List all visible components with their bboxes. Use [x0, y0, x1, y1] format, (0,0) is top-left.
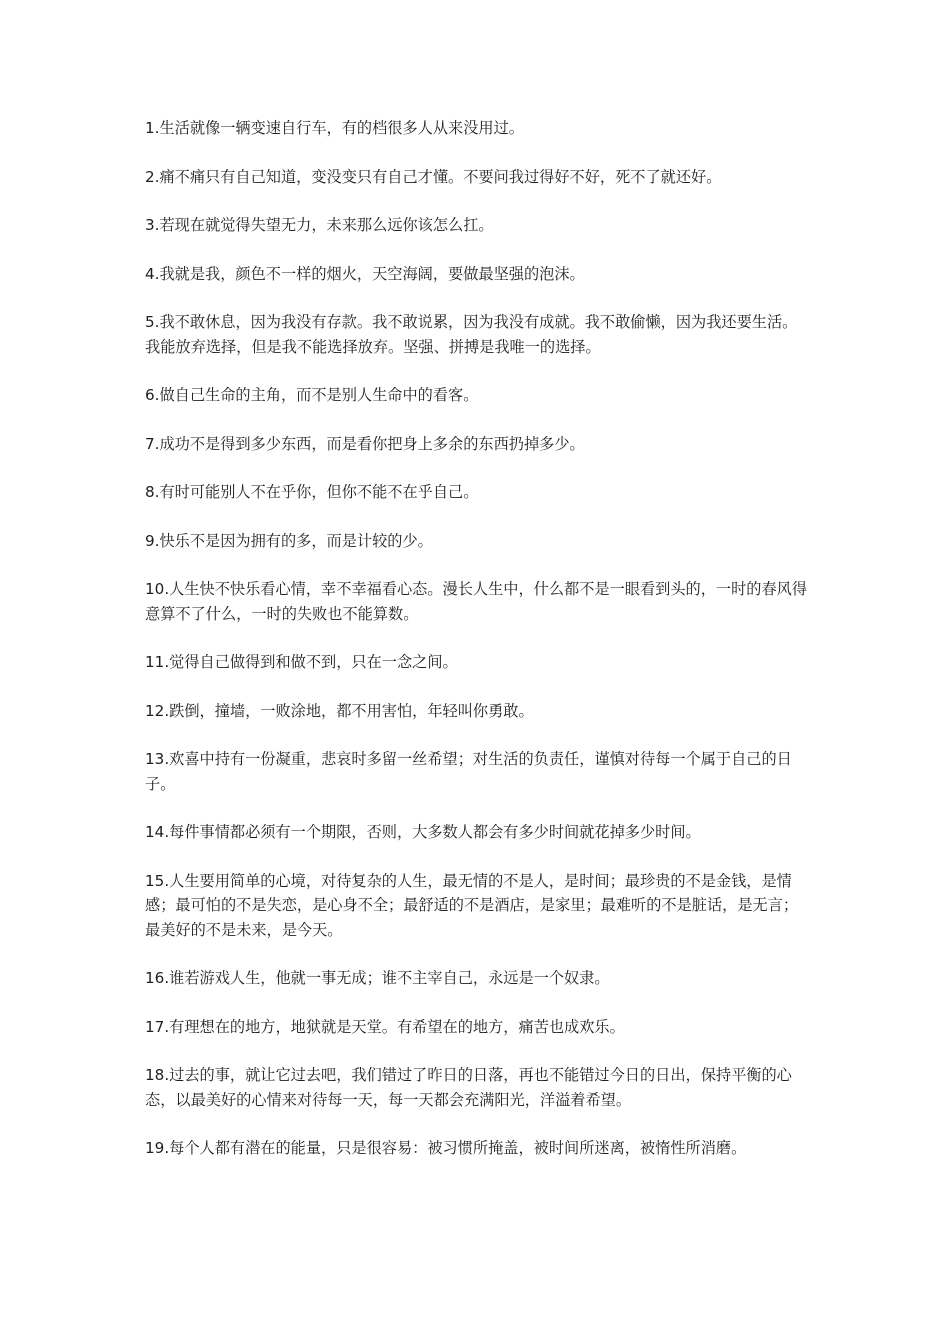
quote-paragraph-9: 9.快乐不是因为拥有的多，而是计较的少。	[145, 531, 433, 550]
document-body	[145, 116, 810, 1185]
quote-paragraph-18: 18.过去的事，就让它过去吧，我们错过了昨日的日落，再也不能错过今日的日出，保持平衡的心态，以最美好的心情来对待每一天，每一天都会充满阳光，洋溢着希望。	[145, 1066, 792, 1109]
quote-paragraph-14: 14.每件事情都必须有一个期限，否则，大多数人都会有多少时间就花掉多少时间。	[145, 823, 701, 841]
quote-paragraph-6: 6.做自己生命的主角，而不是别人生命中的看客。	[145, 386, 479, 404]
quote-paragraph-7: 7.成功不是得到多少东西，而是看你把身上多余的东西扔掉多少。	[145, 434, 585, 453]
quote-paragraph-4: 4.我就是我，颜色不一样的烟火，天空海阔，要做最坚强的泡沫。	[145, 264, 585, 283]
quote-paragraph-10: 10.人生快不快乐看心情，幸不幸福看心态。漫长人生中，什么都不是一眼看到头的，一时的春风得意算不了什么，一时的失败也不能算数。	[145, 580, 808, 623]
quote-paragraph-15: 15.人生要用简单的心境，对待复杂的人生，最无情的不是人，是时间；最珍贵的不是金钱，是情感；最可怕的不是失恋，是心身不全；最舒适的不是酒店，是家里；最难听的不是脏话，是无言；最美好的不是未来，是今天。	[145, 871, 799, 939]
quote-paragraph-8: 8.有时可能别人不在乎你，但你不能不在乎自己。	[145, 483, 479, 501]
quote-paragraph-19: 19.每个人都有潜在的能量，只是很容易：被习惯所掩盖，被时间所迷离，被惰性所消磨。	[145, 1139, 747, 1157]
quote-paragraph-12: 12.跌倒，撞墙，一败涂地，都不用害怕，年轻叫你勇敢。	[145, 701, 534, 720]
quote-paragraph-2: 2.痛不痛只有自己知道，变没变只有自己才懂。不要问我过得好不好，死不了就还好。	[145, 167, 722, 186]
quote-paragraph-1: 1.生活就像一辆变速自行车，有的档很多人从来没用过。	[145, 119, 524, 137]
quote-paragraph-16: 16.谁若游戏人生，他就一事无成；谁不主宰自己，永远是一个奴隶。	[145, 969, 610, 987]
quote-paragraph-3: 3.若现在就觉得失望无力，未来那么远你该怎么扛。	[145, 216, 494, 234]
quote-paragraph-13: 13.欢喜中持有一份凝重，悲哀时多留一丝希望；对生活的负责任，谨慎对待每一个属于自己的日子。	[145, 750, 792, 793]
quote-paragraph-11: 11.觉得自己做得到和做不到，只在一念之间。	[145, 653, 458, 671]
quote-paragraph-5: 5.我不敢休息，因为我没有存款。我不敢说累，因为我没有成就。我不敢偷懒，因为我还要生活。我能放弃选择，但是我不能选择放弃。坚强、拼搏是我唯一的选择。	[145, 313, 798, 356]
quote-paragraph-17: 17.有理想在的地方，地狱就是天堂。有希望在的地方，痛苦也成欢乐。	[145, 1017, 625, 1036]
